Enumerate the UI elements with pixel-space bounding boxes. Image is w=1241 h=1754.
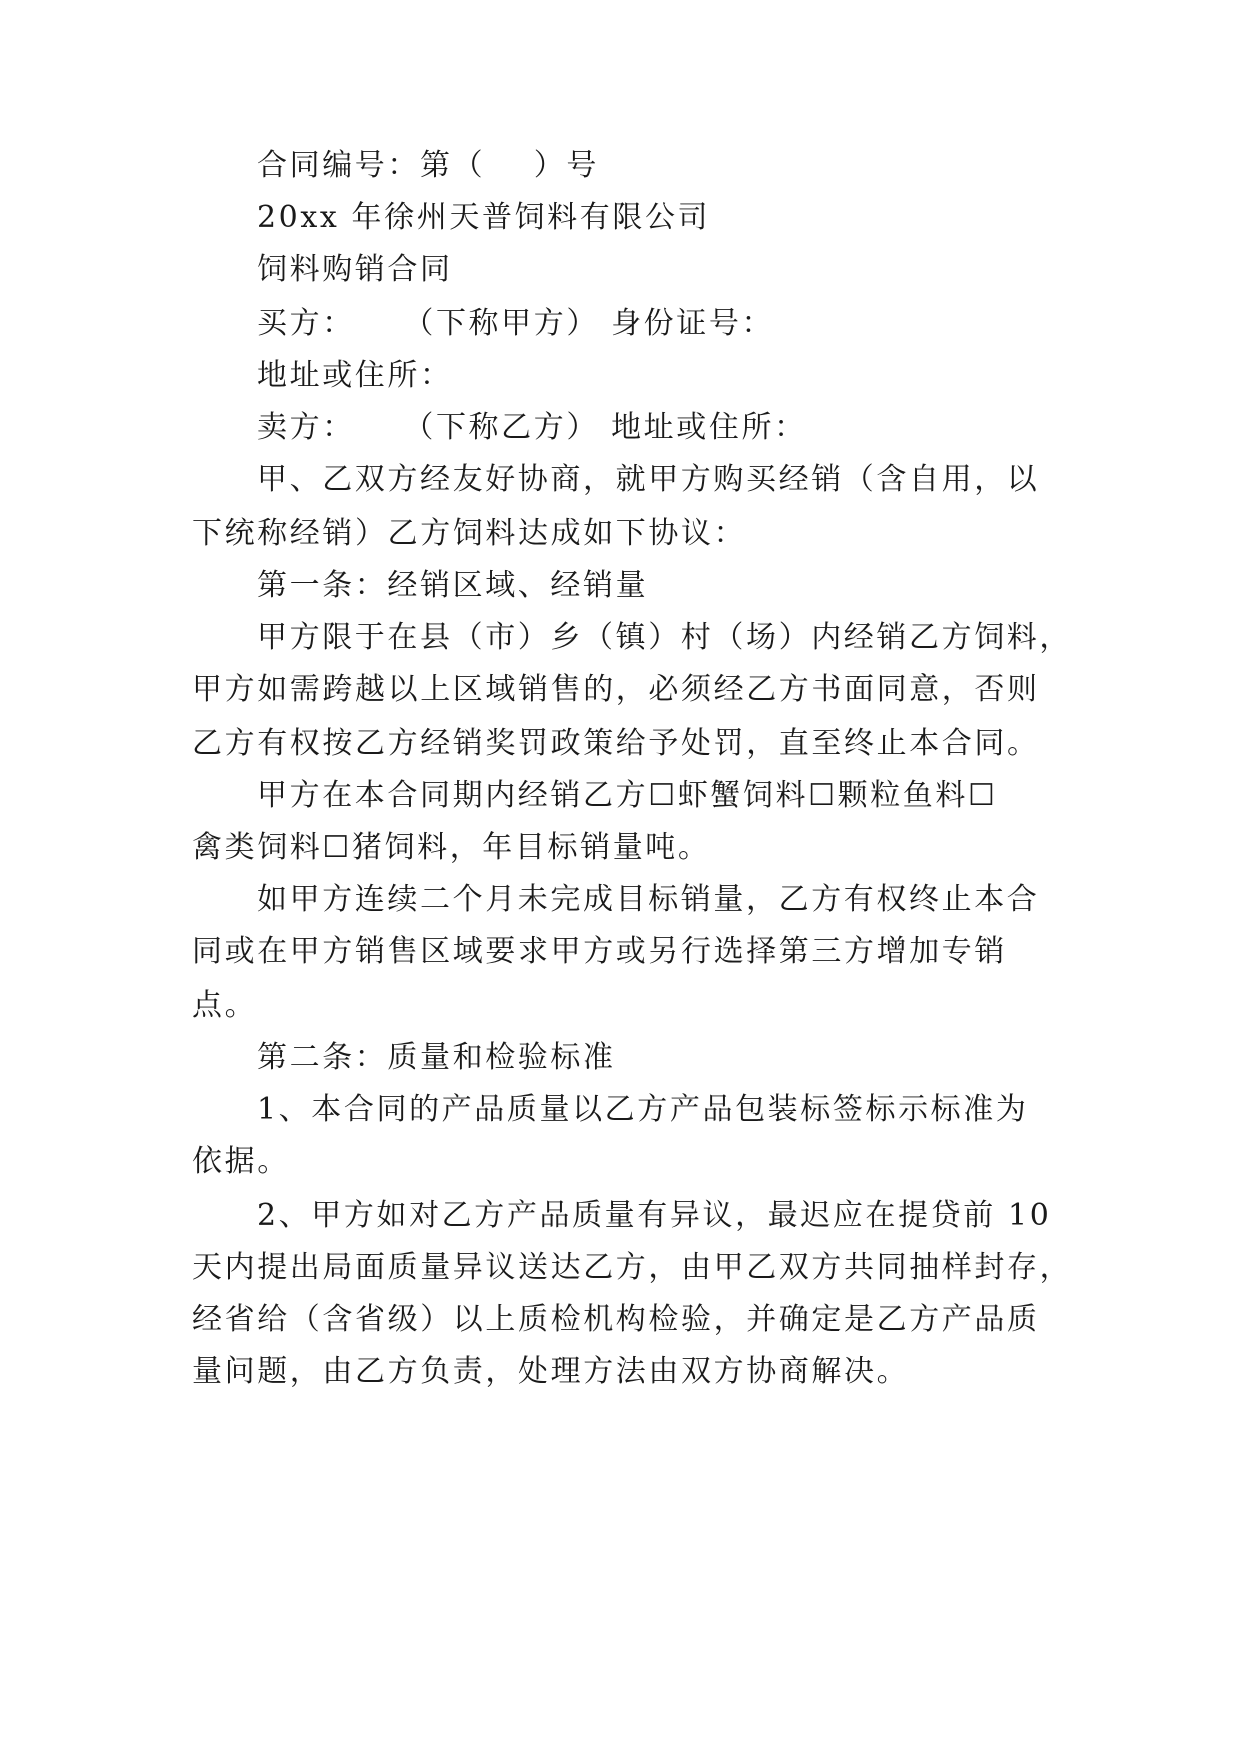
paragraph-line: 甲方如需跨越以上区域销售的，必须经乙方书面同意，否则 — [192, 672, 1040, 707]
paragraph-line: 量问题，由乙方负责，处理方法由双方协商解决。 — [192, 1354, 910, 1389]
paragraph-line: 甲、乙双方经友好协商，就甲方购买经销（含自用，以 — [257, 462, 1040, 497]
article-heading: 第一条：经销区域、经销量 — [257, 568, 649, 603]
buyer-line: 买方： （下称甲方） 身份证号： — [257, 306, 775, 341]
paragraph-line: 乙方有权按乙方经销奖罚政策给予处罚，直至终止本合同。 — [192, 726, 1040, 761]
paragraph-line: 2、甲方如对乙方产品质量有异议，最迟应在提贷前 10 — [257, 1198, 1052, 1233]
paragraph-line: 点。 — [192, 988, 258, 1023]
paragraph-line: 经省给（含省级）以上质检机构检验，并确定是乙方产品质 — [192, 1302, 1040, 1337]
paragraph-line: 甲方在本合同期内经销乙方☐虾蟹饲料☐颗粒鱼料☐ — [257, 778, 998, 813]
contract-title: 饲料购销合同 — [257, 252, 453, 287]
company-title: 20xx 年徐州天普饲料有限公司 — [257, 200, 711, 235]
buyer-address-line: 地址或住所： — [257, 358, 453, 393]
paragraph-line: 天内提出局面质量异议送达乙方，由甲乙双方共同抽样封存， — [192, 1250, 1073, 1285]
paragraph-line: 禽类饲料☐猪饲料，年目标销量吨。 — [192, 830, 711, 865]
contract-number: 合同编号：第（ ）号 — [257, 148, 599, 183]
paragraph-line: 同或在甲方销售区域要求甲方或另行选择第三方增加专销 — [192, 934, 1007, 969]
article-heading: 第二条：质量和检验标准 — [257, 1040, 616, 1075]
paragraph-line: 甲方限于在县（市）乡（镇）村（场）内经销乙方饲料， — [257, 620, 1072, 655]
paragraph-line: 下统称经销）乙方饲料达成如下协议： — [192, 516, 747, 551]
seller-line: 卖方： （下称乙方） 地址或住所： — [257, 410, 807, 445]
paragraph-line: 依据。 — [192, 1144, 290, 1179]
paragraph-line: 1、本合同的产品质量以乙方产品包装标签标示标准为 — [257, 1092, 1029, 1127]
paragraph-line: 如甲方连续二个月未完成目标销量，乙方有权终止本合 — [257, 882, 1040, 917]
